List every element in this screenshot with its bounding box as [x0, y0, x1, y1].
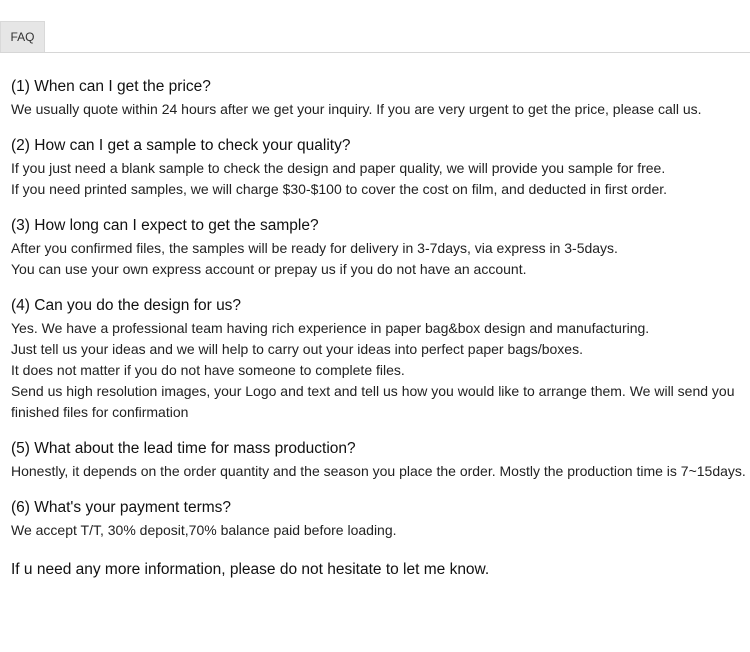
faq-question: (5) What about the lead time for mass production? — [11, 440, 356, 457]
faq-answer-line: We accept T/T, 30% deposit,70% balance paid before loading. — [11, 522, 397, 538]
tab-faq[interactable]: FAQ — [0, 21, 45, 52]
faq-answer-line: If you just need a blank sample to check the design and paper quality, we will provide you sample for free. — [11, 160, 666, 176]
faq-answer-line: You can use your own express account or prepay us if you do not have an account. — [11, 261, 527, 277]
faq-answer-line: It does not matter if you do not have someone to complete files. — [11, 362, 405, 378]
faq-answer-line: Send us high resolution images, your Logo and text and tell us how you would like to arrange them. We will send you finished files for confirmation — [11, 383, 735, 420]
faq-question: (2) How can I get a sample to check your quality? — [11, 137, 351, 154]
faq-answer-line: Yes. We have a professional team having rich experience in paper bag&box design and manufacturing. — [11, 320, 650, 336]
faq-item-price — [11, 77, 746, 120]
faq-answer-line: We usually quote within 24 hours after we get your inquiry. If you are very urgent to get the price, please call us. — [11, 101, 702, 117]
faq-question: (6) What's your payment terms? — [11, 499, 232, 516]
faq-question: (3) How long can I expect to get the sample? — [11, 217, 319, 234]
closing-note: If u need any more information, please do not hesitate to let me know. — [11, 561, 490, 578]
faq-item-lead-time — [11, 439, 746, 482]
faq-answer-line: If you need printed samples, we will charge $30-$100 to cover the cost on film, and deducted in first order. — [11, 181, 668, 197]
faq-answer-line: Just tell us your ideas and we will help to carry out your ideas into perfect paper bags/boxes. — [11, 341, 583, 357]
faq-answer-line: After you confirmed files, the samples will be ready for delivery in 3-7days, via express in 3-5days. — [11, 240, 618, 256]
faq-item-sample — [11, 136, 746, 200]
faq-question: (4) Can you do the design for us? — [11, 297, 242, 314]
tab-bar — [0, 0, 750, 53]
faq-content — [11, 77, 746, 580]
faq-item-design — [11, 296, 746, 423]
faq-item-payment — [11, 498, 746, 541]
faq-question: (1) When can I get the price? — [11, 78, 211, 95]
faq-answer-line: Honestly, it depends on the order quantity and the season you place the order. Mostly the production time is 7~15days. — [11, 463, 746, 479]
faq-item-sample-time — [11, 216, 746, 280]
